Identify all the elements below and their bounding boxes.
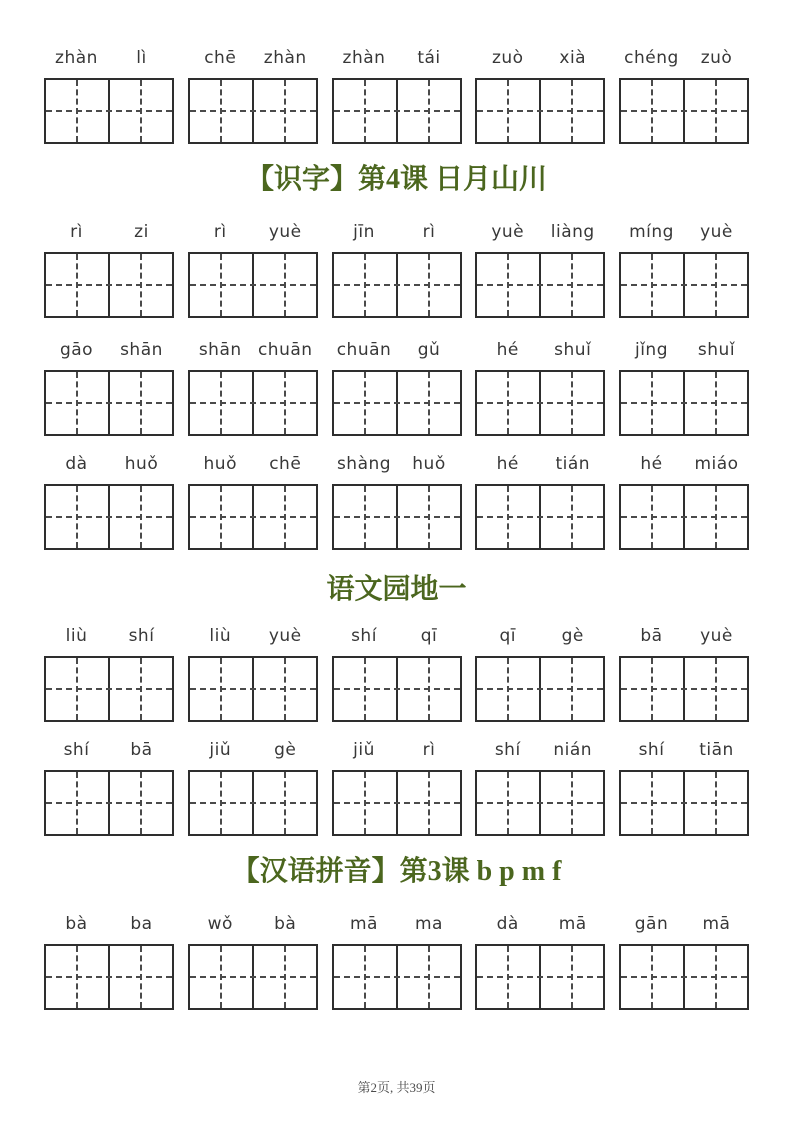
pinyin-syllable: tái bbox=[417, 48, 441, 68]
writing-cell bbox=[190, 772, 252, 834]
writing-cell bbox=[46, 80, 108, 142]
grid-pair bbox=[619, 220, 749, 318]
pinyin-syllable: zuò bbox=[700, 48, 733, 68]
pinyin-syllable: yuè bbox=[268, 626, 302, 646]
grid-pair bbox=[475, 46, 605, 144]
writing-grid bbox=[475, 944, 605, 1010]
writing-cell bbox=[683, 486, 747, 548]
pinyin-syllable: jīn bbox=[353, 222, 375, 242]
pinyin-labels bbox=[44, 338, 174, 362]
writing-cell bbox=[334, 254, 396, 316]
pinyin-syllable: bā bbox=[130, 740, 153, 760]
pinyin-syllable: qī bbox=[499, 626, 516, 646]
pinyin-syllable: rì bbox=[422, 222, 436, 242]
pinyin-syllable: gè bbox=[274, 740, 297, 760]
pinyin-syllable: shí bbox=[638, 740, 665, 760]
writing-grid bbox=[44, 78, 174, 144]
grid-pair bbox=[332, 912, 462, 1010]
pinyin-grid-row bbox=[44, 738, 749, 836]
pinyin-syllable: tiān bbox=[699, 740, 734, 760]
writing-cell bbox=[683, 254, 747, 316]
pinyin-syllable: lì bbox=[136, 48, 147, 68]
pinyin-labels bbox=[619, 912, 749, 936]
grid-pair bbox=[619, 452, 749, 550]
grid-pair bbox=[475, 624, 605, 722]
pinyin-labels bbox=[475, 220, 605, 244]
grid-pair bbox=[44, 912, 174, 1010]
writing-cell bbox=[477, 658, 539, 720]
writing-cell bbox=[683, 658, 747, 720]
writing-grid bbox=[188, 484, 318, 550]
writing-grid bbox=[332, 944, 462, 1010]
writing-grid bbox=[475, 770, 605, 836]
writing-cell bbox=[190, 486, 252, 548]
pinyin-syllable: shí bbox=[63, 740, 90, 760]
writing-cell bbox=[108, 946, 172, 1008]
pinyin-syllable: rì bbox=[213, 222, 227, 242]
writing-grid bbox=[619, 770, 749, 836]
pinyin-grid-row bbox=[44, 912, 749, 1010]
writing-grid bbox=[188, 370, 318, 436]
writing-cell bbox=[539, 80, 603, 142]
writing-grid bbox=[188, 78, 318, 144]
writing-grid bbox=[188, 944, 318, 1010]
pinyin-labels bbox=[332, 912, 462, 936]
pinyin-syllable: ba bbox=[130, 914, 153, 934]
pinyin-syllable: rì bbox=[422, 740, 436, 760]
pinyin-syllable: jiǔ bbox=[209, 740, 232, 760]
writing-grid bbox=[188, 656, 318, 722]
writing-cell bbox=[621, 254, 683, 316]
pinyin-labels bbox=[475, 338, 605, 362]
writing-cell bbox=[334, 486, 396, 548]
writing-grid bbox=[619, 656, 749, 722]
pinyin-syllable: ma bbox=[415, 914, 443, 934]
pinyin-syllable: chéng bbox=[624, 48, 679, 68]
writing-grid bbox=[332, 484, 462, 550]
writing-cell bbox=[108, 772, 172, 834]
pinyin-syllable: dà bbox=[496, 914, 519, 934]
writing-cell bbox=[477, 372, 539, 434]
grid-pair bbox=[475, 220, 605, 318]
pinyin-syllable: miáo bbox=[694, 454, 739, 474]
writing-grid bbox=[44, 944, 174, 1010]
pinyin-syllable: mā bbox=[702, 914, 731, 934]
writing-cell bbox=[334, 80, 396, 142]
pinyin-syllable: hé bbox=[496, 454, 519, 474]
pinyin-syllable: yuè bbox=[700, 222, 733, 242]
grid-pair bbox=[188, 220, 318, 318]
writing-cell bbox=[396, 486, 460, 548]
grid-pair bbox=[332, 624, 462, 722]
pinyin-labels bbox=[619, 452, 749, 476]
writing-cell bbox=[108, 486, 172, 548]
pinyin-grid-row bbox=[44, 338, 749, 436]
grid-pair bbox=[44, 738, 174, 836]
writing-cell bbox=[396, 946, 460, 1008]
writing-cell bbox=[683, 80, 747, 142]
writing-grid bbox=[332, 252, 462, 318]
pinyin-syllable: liù bbox=[209, 626, 232, 646]
grid-pair bbox=[619, 46, 749, 144]
grid-pair bbox=[332, 738, 462, 836]
writing-cell bbox=[252, 658, 316, 720]
writing-cell bbox=[477, 254, 539, 316]
writing-cell bbox=[477, 486, 539, 548]
grid-pair bbox=[332, 220, 462, 318]
pinyin-syllable: gǔ bbox=[417, 340, 441, 360]
writing-grid bbox=[619, 944, 749, 1010]
writing-cell bbox=[252, 486, 316, 548]
writing-cell bbox=[190, 658, 252, 720]
pinyin-labels bbox=[188, 912, 318, 936]
grid-pair bbox=[332, 338, 462, 436]
pinyin-labels bbox=[475, 452, 605, 476]
pinyin-grid-row bbox=[44, 452, 749, 550]
pinyin-syllable: yuè bbox=[268, 222, 302, 242]
pinyin-syllable: tián bbox=[555, 454, 591, 474]
writing-cell bbox=[108, 80, 172, 142]
pinyin-grid-row bbox=[44, 220, 749, 318]
pinyin-syllable: zuò bbox=[491, 48, 524, 68]
grid-pair bbox=[188, 46, 318, 144]
pinyin-syllable: huǒ bbox=[412, 454, 446, 474]
pinyin-labels bbox=[332, 624, 462, 648]
pinyin-syllable: rì bbox=[70, 222, 83, 242]
writing-grid bbox=[619, 370, 749, 436]
pinyin-labels bbox=[475, 46, 605, 70]
grid-pair bbox=[44, 452, 174, 550]
grid-pair bbox=[332, 46, 462, 144]
pinyin-syllable: zi bbox=[134, 222, 149, 242]
page-number-footer: 第2页, 共39页 bbox=[357, 1080, 436, 1095]
pinyin-labels bbox=[188, 624, 318, 648]
pinyin-labels bbox=[619, 624, 749, 648]
writing-cell bbox=[46, 658, 108, 720]
writing-cell bbox=[252, 254, 316, 316]
writing-grid bbox=[475, 656, 605, 722]
writing-cell bbox=[334, 658, 396, 720]
pinyin-syllable: nián bbox=[553, 740, 593, 760]
writing-grid bbox=[332, 370, 462, 436]
writing-grid bbox=[475, 484, 605, 550]
pinyin-labels bbox=[188, 46, 318, 70]
pinyin-syllable: gān bbox=[634, 914, 669, 934]
grid-pair bbox=[188, 738, 318, 836]
writing-cell bbox=[683, 946, 747, 1008]
writing-cell bbox=[539, 486, 603, 548]
pinyin-labels bbox=[188, 738, 318, 762]
pinyin-syllable: zhàn bbox=[342, 48, 386, 68]
pinyin-syllable: zhàn bbox=[263, 48, 307, 68]
pinyin-syllable: bā bbox=[640, 626, 663, 646]
pinyin-syllable: mā bbox=[558, 914, 587, 934]
grid-pair bbox=[619, 624, 749, 722]
writing-cell bbox=[46, 254, 108, 316]
writing-cell bbox=[252, 80, 316, 142]
writing-cell bbox=[683, 772, 747, 834]
writing-grid bbox=[332, 656, 462, 722]
writing-cell bbox=[539, 772, 603, 834]
grid-pair bbox=[44, 338, 174, 436]
pinyin-syllable: shuǐ bbox=[697, 340, 736, 360]
grid-pair bbox=[44, 220, 174, 318]
pinyin-labels bbox=[44, 912, 174, 936]
pinyin-syllable: hé bbox=[640, 454, 663, 474]
writing-grid bbox=[475, 252, 605, 318]
writing-cell bbox=[683, 372, 747, 434]
writing-cell bbox=[621, 372, 683, 434]
writing-cell bbox=[252, 772, 316, 834]
pinyin-syllable: shí bbox=[494, 740, 521, 760]
pinyin-labels bbox=[332, 738, 462, 762]
pinyin-syllable: xià bbox=[559, 48, 587, 68]
grid-pair bbox=[475, 738, 605, 836]
writing-cell bbox=[539, 658, 603, 720]
writing-cell bbox=[46, 946, 108, 1008]
pinyin-labels bbox=[188, 338, 318, 362]
writing-cell bbox=[477, 772, 539, 834]
pinyin-labels bbox=[619, 738, 749, 762]
writing-cell bbox=[108, 372, 172, 434]
grid-pair bbox=[188, 338, 318, 436]
writing-cell bbox=[396, 372, 460, 434]
writing-cell bbox=[621, 486, 683, 548]
writing-cell bbox=[621, 80, 683, 142]
pinyin-labels bbox=[619, 46, 749, 70]
writing-grid bbox=[619, 78, 749, 144]
pinyin-syllable: shí bbox=[128, 626, 155, 646]
section-heading-hanyu-pinyin-lesson3: 【汉语拼音】第3课 b p m f bbox=[231, 856, 562, 887]
pinyin-labels bbox=[44, 220, 174, 244]
grid-pair bbox=[619, 338, 749, 436]
pinyin-syllable: bà bbox=[65, 914, 88, 934]
writing-cell bbox=[190, 372, 252, 434]
pinyin-labels bbox=[475, 624, 605, 648]
writing-cell bbox=[396, 772, 460, 834]
pinyin-syllable: chē bbox=[269, 454, 302, 474]
writing-grid bbox=[332, 770, 462, 836]
pinyin-syllable: shān bbox=[120, 340, 163, 360]
pinyin-syllable: chuān bbox=[257, 340, 313, 360]
grid-pair bbox=[475, 452, 605, 550]
writing-cell bbox=[190, 80, 252, 142]
writing-cell bbox=[190, 254, 252, 316]
pinyin-syllable: bà bbox=[274, 914, 297, 934]
grid-pair bbox=[475, 912, 605, 1010]
grid-pair bbox=[332, 452, 462, 550]
pinyin-syllable: shān bbox=[198, 340, 242, 360]
pinyin-syllable: huǒ bbox=[203, 454, 237, 474]
writing-cell bbox=[396, 254, 460, 316]
worksheet-page bbox=[44, 0, 749, 1096]
writing-cell bbox=[46, 772, 108, 834]
writing-cell bbox=[334, 946, 396, 1008]
pinyin-labels bbox=[619, 338, 749, 362]
pinyin-labels bbox=[188, 452, 318, 476]
pinyin-syllable: jiǔ bbox=[353, 740, 375, 760]
grid-pair bbox=[188, 452, 318, 550]
pinyin-syllable: chē bbox=[204, 48, 237, 68]
pinyin-labels bbox=[332, 220, 462, 244]
writing-cell bbox=[334, 772, 396, 834]
grid-pair bbox=[619, 912, 749, 1010]
pinyin-labels bbox=[44, 452, 174, 476]
writing-cell bbox=[396, 658, 460, 720]
grid-pair bbox=[475, 338, 605, 436]
pinyin-syllable: liù bbox=[65, 626, 88, 646]
writing-cell bbox=[539, 946, 603, 1008]
pinyin-syllable: yuè bbox=[491, 222, 525, 242]
writing-cell bbox=[621, 658, 683, 720]
writing-cell bbox=[334, 372, 396, 434]
pinyin-syllable: yuè bbox=[700, 626, 733, 646]
writing-cell bbox=[46, 486, 108, 548]
pinyin-syllable: gāo bbox=[59, 340, 94, 360]
pinyin-syllable: huǒ bbox=[124, 454, 159, 474]
writing-grid bbox=[44, 770, 174, 836]
writing-grid bbox=[188, 252, 318, 318]
pinyin-syllable: shàng bbox=[336, 454, 392, 474]
pinyin-grid-row bbox=[44, 46, 749, 144]
writing-cell bbox=[396, 80, 460, 142]
pinyin-labels bbox=[332, 338, 462, 362]
grid-pair bbox=[188, 912, 318, 1010]
writing-cell bbox=[108, 658, 172, 720]
writing-grid bbox=[619, 484, 749, 550]
writing-cell bbox=[539, 372, 603, 434]
writing-cell bbox=[477, 946, 539, 1008]
pinyin-syllable: shí bbox=[351, 626, 377, 646]
writing-grid bbox=[475, 370, 605, 436]
writing-cell bbox=[621, 772, 683, 834]
pinyin-syllable: qī bbox=[420, 626, 438, 646]
pinyin-syllable: shuǐ bbox=[554, 340, 592, 360]
writing-grid bbox=[188, 770, 318, 836]
pinyin-labels bbox=[619, 220, 749, 244]
writing-cell bbox=[190, 946, 252, 1008]
grid-pair bbox=[619, 738, 749, 836]
writing-cell bbox=[108, 254, 172, 316]
pinyin-labels bbox=[475, 912, 605, 936]
grid-pair bbox=[44, 624, 174, 722]
pinyin-labels bbox=[44, 624, 174, 648]
writing-grid bbox=[332, 78, 462, 144]
writing-grid bbox=[44, 252, 174, 318]
pinyin-labels bbox=[332, 452, 462, 476]
pinyin-labels bbox=[188, 220, 318, 244]
writing-cell bbox=[621, 946, 683, 1008]
pinyin-syllable: hé bbox=[496, 340, 519, 360]
pinyin-labels bbox=[44, 46, 174, 70]
section-heading-yuwen-yuandi-1: 语文园地一 bbox=[326, 574, 467, 605]
writing-cell bbox=[46, 372, 108, 434]
writing-cell bbox=[252, 372, 316, 434]
pinyin-syllable: míng bbox=[629, 222, 674, 242]
pinyin-syllable: jǐng bbox=[634, 340, 668, 360]
writing-grid bbox=[619, 252, 749, 318]
pinyin-syllable: gè bbox=[561, 626, 584, 646]
section-heading-shizi-lesson4: 【识字】第4课 日月山川 bbox=[245, 164, 547, 195]
writing-cell bbox=[539, 254, 603, 316]
pinyin-syllable: zhàn bbox=[55, 48, 98, 68]
pinyin-labels bbox=[475, 738, 605, 762]
pinyin-syllable: chuān bbox=[336, 340, 392, 360]
pinyin-labels bbox=[332, 46, 462, 70]
pinyin-syllable: wǒ bbox=[207, 914, 233, 934]
writing-grid bbox=[44, 370, 174, 436]
pinyin-labels bbox=[44, 738, 174, 762]
writing-grid bbox=[475, 78, 605, 144]
pinyin-grid-row bbox=[44, 624, 749, 722]
pinyin-syllable: dà bbox=[65, 454, 88, 474]
writing-grid bbox=[44, 656, 174, 722]
writing-cell bbox=[252, 946, 316, 1008]
grid-pair bbox=[188, 624, 318, 722]
writing-cell bbox=[477, 80, 539, 142]
grid-pair bbox=[44, 46, 174, 144]
writing-grid bbox=[44, 484, 174, 550]
pinyin-syllable: mā bbox=[350, 914, 378, 934]
pinyin-syllable: liàng bbox=[550, 222, 595, 242]
